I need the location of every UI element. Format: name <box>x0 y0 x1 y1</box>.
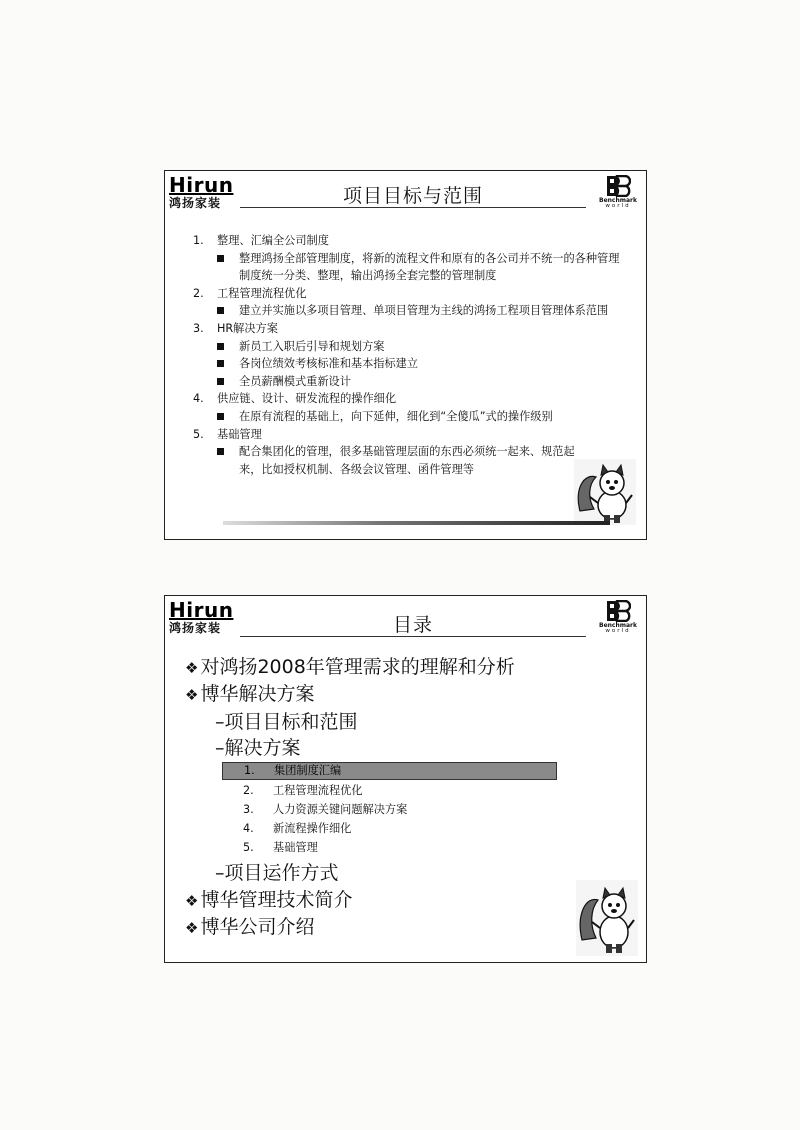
squirrel-mascot-icon <box>576 880 638 956</box>
sub-item <box>193 338 626 356</box>
toc-numbered-text: 新流程操作细化 <box>273 822 352 835</box>
slide-footer-bar <box>223 521 610 525</box>
toc-numbered-item <box>222 821 557 837</box>
list-item <box>193 426 626 444</box>
sub-item-text: 在原有流程的基础上，向下延伸，细化到“全傻瓜”式的操作级别 <box>239 409 553 423</box>
item-text: 整理、汇编全公司制度 <box>217 234 329 247</box>
sub-item <box>193 355 626 373</box>
toc-numbered-item <box>222 783 557 799</box>
sub-item <box>193 302 626 320</box>
list-item <box>193 285 626 303</box>
list-item <box>193 232 626 250</box>
square-bullet-icon <box>217 343 224 350</box>
hirun-logo-cn: 鸿扬家装 <box>169 196 222 210</box>
item-number: 3. <box>193 321 204 335</box>
toc-number: 1. <box>244 764 255 777</box>
square-bullet-icon <box>217 307 224 314</box>
item-number: 2. <box>193 286 204 300</box>
item-number: 5. <box>193 427 204 441</box>
benchmark-logo-line2: world <box>605 203 631 209</box>
toc-main-text: 博华解决方案 <box>200 683 315 705</box>
toc-numbered-text: 基础管理 <box>273 841 318 854</box>
benchmark-logo-line1: Benchmark <box>599 197 637 204</box>
item-text: 基础管理 <box>217 427 262 441</box>
slide-title: 项目目标与范围 <box>342 185 483 207</box>
sub-item-text: 全员薪酬模式重新设计 <box>239 374 351 388</box>
toc-main-item <box>185 888 352 913</box>
sub-item-text: 配合集团化的管理，很多基础管理层面的东西必须统一起来、规范起来，比如授权机制、各级会议管理、函件管理等 <box>239 445 575 476</box>
hirun-logo <box>169 175 233 209</box>
toc-numbered-item <box>222 840 557 856</box>
diamond-bullet-icon: ❖ <box>185 659 199 677</box>
sub-item-text: 建立并实施以多项目管理、单项目管理为主线的鸿扬工程项目管理体系范围 <box>239 304 609 318</box>
diamond-bullet-icon: ❖ <box>185 686 199 704</box>
slide-title-bar <box>240 181 586 208</box>
sub-item-text: 各岗位绩效考核标准和基本指标建立 <box>239 357 419 371</box>
benchmark-logo-line2: world <box>605 628 631 634</box>
toc-main-text: 博华公司介绍 <box>200 916 315 938</box>
squirrel-mascot-icon <box>574 459 636 525</box>
slide-project-goals <box>164 170 647 540</box>
diamond-bullet-icon: ❖ <box>185 919 199 937</box>
toc-numbered-item-active <box>222 762 557 780</box>
toc-sub-item: –项目目标和范围 <box>215 711 358 733</box>
bb-logo-icon <box>605 175 631 197</box>
toc-sub-item: –解决方案 <box>215 737 301 759</box>
toc-numbered-text: 人力资源关键问题解决方案 <box>273 803 408 816</box>
slide-title-bar <box>240 610 586 637</box>
item-number: 1. <box>193 234 204 247</box>
sub-item <box>193 373 626 391</box>
square-bullet-icon <box>217 255 224 262</box>
sub-item <box>193 408 626 426</box>
square-bullet-icon <box>217 448 224 455</box>
item-number: 4. <box>193 392 204 406</box>
toc-number: 5. <box>243 841 254 854</box>
toc-main-item <box>185 655 515 680</box>
slide-title: 目录 <box>392 614 433 636</box>
item-text: HR解决方案 <box>217 321 278 335</box>
benchmark-logo <box>596 175 640 210</box>
toc-numbered-text: 工程管理流程优化 <box>273 784 363 797</box>
toc-main-text: 博华管理技术简介 <box>200 889 353 911</box>
item-text: 供应链、设计、研发流程的操作细化 <box>217 392 397 406</box>
toc-numbered-item <box>222 802 557 818</box>
sub-item-text: 新员工入职后引导和规划方案 <box>239 339 385 353</box>
toc-main-item <box>185 682 314 707</box>
square-bullet-icon <box>217 413 224 420</box>
benchmark-logo-line1: Benchmark <box>599 622 637 629</box>
square-bullet-icon <box>217 360 224 367</box>
toc-main-item <box>185 915 314 940</box>
hirun-logo-cn: 鸿扬家装 <box>169 621 222 635</box>
slide-table-of-contents <box>164 595 647 963</box>
toc-number: 4. <box>243 822 254 835</box>
toc-sub-item: –项目运作方式 <box>215 862 339 884</box>
list-item <box>193 390 626 408</box>
goals-list <box>193 232 626 478</box>
sub-item-text: 整理鸿扬全部管理制度，将新的流程文件和原有的各公司并不统一的各种管理制度统一分类、整理，输出鸿扬全套完整的管理制度 <box>239 251 620 283</box>
toc-number: 2. <box>243 784 254 797</box>
bb-logo-icon <box>605 600 631 622</box>
sub-item <box>193 443 626 478</box>
toc-number: 3. <box>243 803 254 816</box>
hirun-logo <box>169 600 233 634</box>
diamond-bullet-icon: ❖ <box>185 892 199 910</box>
hirun-logo-text: Hirun <box>169 173 234 197</box>
sub-item <box>193 250 626 285</box>
toc-numbered-text: 集团制度汇编 <box>274 764 342 777</box>
toc-main-text: 对鸿扬2008年管理需求的理解和分析 <box>200 656 515 678</box>
benchmark-logo <box>596 600 640 635</box>
square-bullet-icon <box>217 378 224 385</box>
item-text: 工程管理流程优化 <box>217 286 307 300</box>
list-item <box>193 320 626 338</box>
hirun-logo-text: Hirun <box>169 598 234 622</box>
